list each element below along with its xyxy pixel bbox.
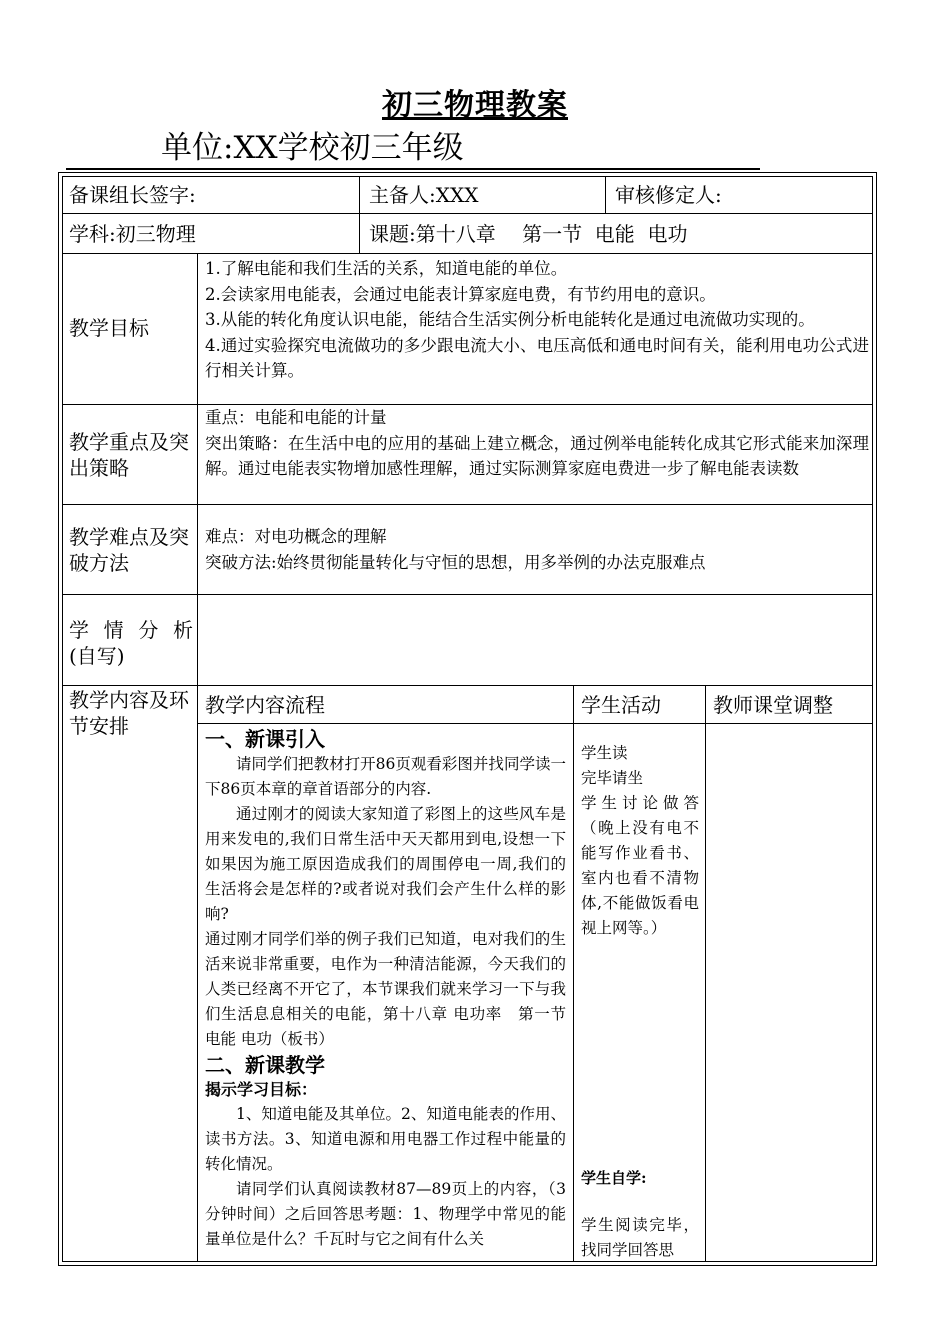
intro-paragraph: 请同学们把教材打开86页观看彩图并找同学读一下86页本章的章首语部分的内容. [205, 755, 566, 798]
student-activity: 完毕请坐 [581, 769, 644, 787]
student-activity: 学生阅读完毕，找同学回答思 [581, 1216, 699, 1259]
analysis-label: 学 情 分 析(自写) [69, 618, 193, 668]
unit-label: 单位:XX学校初三年级 [161, 130, 464, 166]
difficulties-point: 难点：对电功概念的理解 [205, 527, 387, 546]
student-activity: 学生读 [581, 744, 628, 762]
section-teaching-title: 二、新课教学 [205, 1053, 325, 1077]
reviewer-label: 审核修定人: [615, 183, 722, 207]
student-self-study: 学生自学: [581, 1169, 647, 1187]
divider [62, 594, 873, 595]
difficulties-label: 教学难点及突破方法 [69, 525, 189, 575]
goal-item: 4.通过实验探究电流做功的多少跟电流大小、电压高低和通电时间有关，能利用电功公式进行相关计算。 [205, 335, 869, 380]
divider [573, 685, 574, 1261]
divider [197, 723, 873, 724]
divider [62, 253, 873, 254]
divider [705, 685, 706, 1261]
divider [62, 213, 873, 214]
preparer-label: 主备人:XXX [369, 183, 479, 207]
divider [62, 685, 873, 686]
teaching-paragraph: 1、知道电能及其单位。2、知道电能表的作用、读书方法。3、知道电源和用电器工作过程中能量的转化情况。 [205, 1105, 566, 1173]
divider [605, 176, 606, 214]
flow-content [205, 726, 566, 1252]
difficulties-method: 突破方法:始终贯彻能量转化与守恒的思想，用多举例的办法克服难点 [205, 552, 706, 572]
learning-goals-subtitle: 揭示学习目标： [205, 1080, 318, 1099]
flow-column-header: 教学内容流程 [205, 693, 325, 717]
unit-line [66, 128, 760, 170]
document-title: 初三物理教案 [382, 88, 568, 123]
keypoints-content [205, 405, 869, 482]
goal-item: 1.了解电能和我们生活的关系，知道电能的单位。 [205, 259, 568, 278]
student-column-header: 学生活动 [581, 693, 661, 717]
keypoints-focus: 重点：电能和电能的计量 [205, 408, 387, 427]
keypoints-label: 教学重点及突出策略 [69, 430, 189, 480]
teacher-column-header: 教师课堂调整 [713, 693, 833, 717]
section-intro-title: 一、新课引入 [205, 727, 325, 751]
difficulties-content [205, 524, 869, 575]
divider [62, 504, 873, 505]
divider [359, 176, 360, 254]
student-activity: 学生讨论做答（晚上没有电不能写作业看书、室内也看不清物体,不能做饭看电视上网等。） [581, 794, 699, 937]
intro-paragraph: 通过刚才同学们举的例子我们已知道，电对我们的生活来说非常重要，电作为一种清洁能源，今天我们的人类已经离不开它了，本节课我们就来学习一下与我们生活息息相关的电能，第十八章 电功率 第一节 电能 电功（板书） [205, 930, 566, 1048]
intro-paragraph: 通过刚才的阅读大家知道了彩图上的这些风车是用来发电的,我们日常生活中天天都用到电,设想一下如果因为施工原因造成我们的周围停电一周,我们的生活将会是怎样的?或者说对我们会产生什么样的影响? [205, 805, 566, 923]
lesson-plan-table [58, 172, 877, 1266]
goals-label: 教学目标 [69, 316, 149, 340]
subject-label: 学科:初三物理 [69, 222, 196, 246]
teaching-paragraph: 请同学们认真阅读教材87—89页上的内容，（3分钟时间）之后回答思考题：1、物理学中常见的能量单位是什么？千瓦时与它之间有什么关 [205, 1180, 566, 1248]
goal-item: 2.会读家用电能表，会通过电能表计算家庭电费，有节约用电的意识。 [205, 284, 716, 304]
goal-item: 3.从能的转化角度认识电能，能结合生活实例分析电能转化是通过电流做功实现的。 [205, 310, 815, 329]
divider [197, 253, 198, 1261]
keypoints-strategy: 突出策略：在生活中电的应用的基础上建立概念，通过例举电能转化成其它形式能来加深理解。通过电能表实物增加感性理解，通过实际测算家庭电费进一步了解电能表读数 [205, 433, 869, 478]
content-label: 教学内容及环节安排 [69, 688, 189, 738]
goals-list [205, 256, 869, 384]
topic-label: 课题:第十八章 第一节 电能 电功 [369, 222, 688, 246]
leader-sign-label: 备课组长签字: [69, 183, 196, 207]
